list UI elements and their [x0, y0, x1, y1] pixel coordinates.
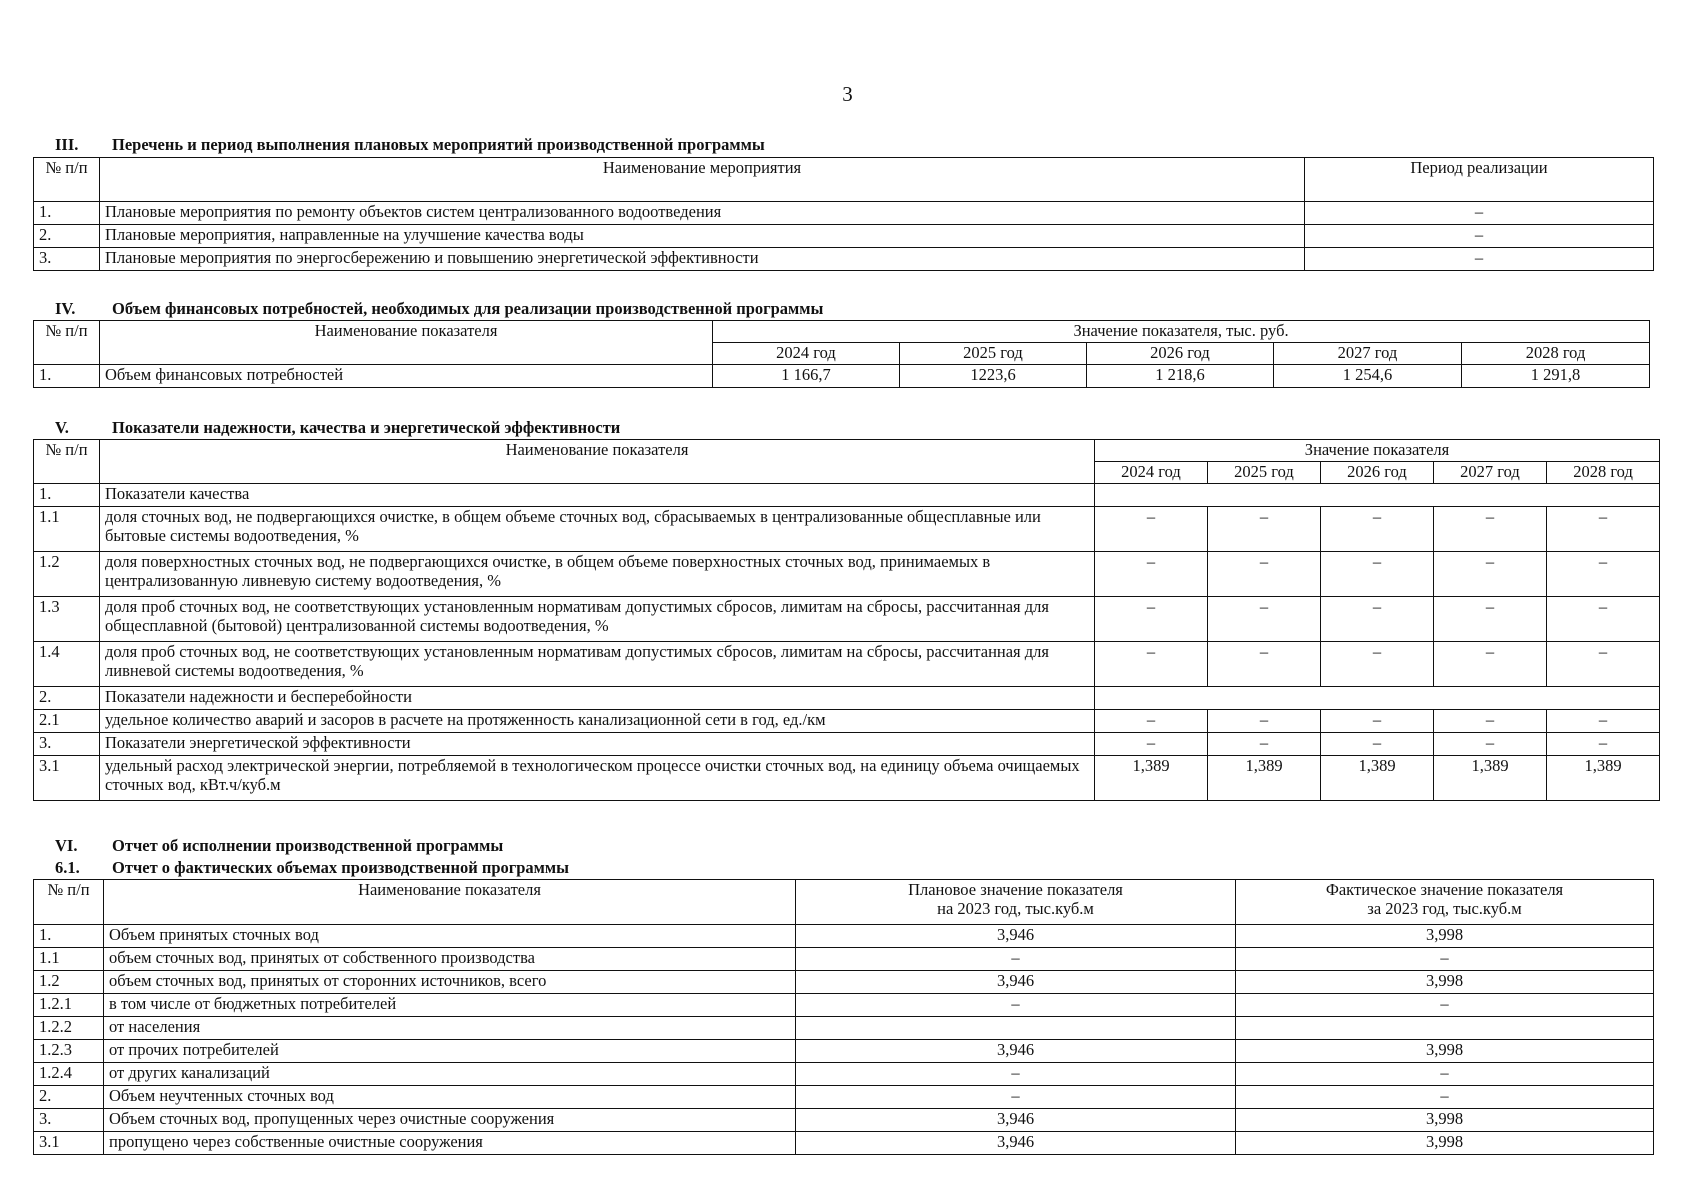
row-plan: 3,946 [796, 971, 1236, 994]
row-value-empty [1095, 687, 1660, 710]
row-name: Показатели энергетической эффективности [100, 733, 1095, 756]
row-period: – [1305, 202, 1654, 225]
row-value: – [1321, 642, 1434, 687]
header-number: № п/п [34, 321, 100, 365]
row-number: 3. [34, 733, 100, 756]
table-row [34, 202, 1654, 225]
section-5-heading [55, 418, 621, 438]
row-number: 2. [34, 225, 100, 248]
header-fact-line-1: Фактическое значение показателя [1325, 880, 1564, 899]
table-row [34, 507, 1660, 552]
row-value: – [1208, 733, 1321, 756]
section-5-number: V. [55, 418, 69, 437]
row-value: 1,389 [1321, 756, 1434, 801]
row-value: – [1095, 552, 1208, 597]
row-value: – [1208, 710, 1321, 733]
table-row [34, 733, 1660, 756]
table-header-row [34, 880, 1654, 925]
row-fact: 3,998 [1236, 971, 1654, 994]
row-number: 1.3 [34, 597, 100, 642]
row-number: 3.1 [34, 756, 100, 801]
row-name: Показатели надежности и бесперебойности [100, 687, 1095, 710]
table-row [34, 1109, 1654, 1132]
row-number: 3.1 [34, 1132, 104, 1155]
header-number: № п/п [34, 440, 100, 484]
table-row [34, 484, 1660, 507]
section-6-heading [55, 836, 504, 856]
row-value: 1 254,6 [1274, 365, 1462, 388]
table-row [34, 597, 1660, 642]
section-4-number: IV. [55, 299, 76, 318]
section-3-heading [55, 135, 765, 155]
row-plan: 3,946 [796, 1109, 1236, 1132]
section-6-1-title: Отчет о фактических объемах производственной программы [112, 858, 570, 877]
header-number: № п/п [34, 880, 104, 925]
row-value: – [1547, 642, 1660, 687]
page-number: 3 [842, 82, 853, 106]
table-header-row [34, 321, 1650, 343]
row-number: 1.2.1 [34, 994, 104, 1017]
section-6-number: VI. [55, 836, 78, 855]
row-value: – [1547, 507, 1660, 552]
row-value: 1 218,6 [1087, 365, 1274, 388]
table-row [34, 1017, 1654, 1040]
table-header-row [34, 158, 1654, 202]
section-6-1-number: 6.1. [55, 858, 80, 877]
section-6-title: Отчет об исполнении производственной программы [112, 836, 504, 855]
header-activity-name: Наименование мероприятия [100, 158, 1305, 202]
row-name: Объем финансовых потребностей [100, 365, 713, 388]
header-value: Значение показателя [1095, 440, 1660, 462]
row-value: – [1208, 552, 1321, 597]
header-indicator-name: Наименование показателя [104, 880, 796, 925]
header-indicator-name: Наименование показателя [100, 440, 1095, 484]
row-value: – [1321, 552, 1434, 597]
header-fact-value [1236, 880, 1654, 925]
row-name: доля поверхностных сточных вод, не подвергающихся очистке, в общем объеме поверхностных сточных вод, принимаемых в централизованную ливневую систему водоотведения, % [100, 552, 1095, 597]
header-number: № п/п [34, 158, 100, 202]
row-name: от других канализаций [104, 1063, 796, 1086]
row-number: 1. [34, 484, 100, 507]
row-fact: 3,998 [1236, 1132, 1654, 1155]
row-value: – [1095, 642, 1208, 687]
row-name: доля проб сточных вод, не соответствующих установленным нормативам допустимых сбросов, лимитам на сбросы, рассчитанная для ливневой системы водоотведения, % [100, 642, 1095, 687]
row-value: – [1434, 507, 1547, 552]
header-year: 2027 год [1434, 462, 1547, 484]
row-value: – [1095, 710, 1208, 733]
row-value-empty [1095, 484, 1660, 507]
section-6-table [33, 879, 1654, 1155]
row-value: – [1547, 597, 1660, 642]
table-row [34, 1063, 1654, 1086]
row-value: – [1434, 733, 1547, 756]
row-number: 2. [34, 687, 100, 710]
row-value: 1 291,8 [1462, 365, 1650, 388]
row-number: 1. [34, 925, 104, 948]
section-3-title: Перечень и период выполнения плановых мероприятий производственной программы [112, 135, 765, 154]
header-fact-line-2: за 2023 год, тыс.куб.м [1367, 899, 1522, 918]
row-name: Объем неучтенных сточных вод [104, 1086, 796, 1109]
table-row [34, 925, 1654, 948]
row-value: – [1208, 507, 1321, 552]
header-plan-line-1: Плановое значение показателя [908, 880, 1123, 899]
header-year: 2028 год [1547, 462, 1660, 484]
row-value: 1,389 [1208, 756, 1321, 801]
row-plan [796, 1017, 1236, 1040]
table-row [34, 365, 1650, 388]
row-number: 1.2.4 [34, 1063, 104, 1086]
header-plan-value [796, 880, 1236, 925]
table-row [34, 948, 1654, 971]
table-row [34, 971, 1654, 994]
section-5-table [33, 439, 1660, 801]
row-number: 3. [34, 248, 100, 271]
row-name: доля сточных вод, не подвергающихся очистке, в общем объеме сточных вод, сбрасываемых в централизованные общесплавные или бытовые системы водоотведения, % [100, 507, 1095, 552]
row-plan: 3,946 [796, 925, 1236, 948]
header-period: Период реализации [1305, 158, 1654, 202]
table-row [34, 225, 1654, 248]
header-indicator-name: Наименование показателя [100, 321, 713, 365]
row-plan: 3,946 [796, 1132, 1236, 1155]
row-value: 1,389 [1095, 756, 1208, 801]
section-4-table [33, 320, 1650, 388]
row-name: удельный расход электрической энергии, потребляемой в технологическом процессе очистки сточных вод, на единицу объема очищаемых сточных вод, кВт.ч/куб.м [100, 756, 1095, 801]
row-name: Плановые мероприятия по ремонту объектов систем централизованного водоотведения [100, 202, 1305, 225]
row-number: 1.2.3 [34, 1040, 104, 1063]
section-4-title: Объем финансовых потребностей, необходимых для реализации производственной программы [112, 299, 824, 318]
row-fact [1236, 1017, 1654, 1040]
row-value: – [1208, 642, 1321, 687]
row-name: в том числе от бюджетных потребителей [104, 994, 796, 1017]
row-value: – [1095, 507, 1208, 552]
row-plan: 3,946 [796, 1040, 1236, 1063]
table-row [34, 687, 1660, 710]
row-value: 1223,6 [900, 365, 1087, 388]
row-period: – [1305, 248, 1654, 271]
row-value: – [1208, 597, 1321, 642]
row-value: – [1434, 710, 1547, 733]
header-year: 2025 год [900, 343, 1087, 365]
row-value: – [1321, 507, 1434, 552]
row-number: 1.1 [34, 948, 104, 971]
header-year: 2026 год [1321, 462, 1434, 484]
row-fact: – [1236, 1063, 1654, 1086]
row-number: 2. [34, 1086, 104, 1109]
header-year: 2026 год [1087, 343, 1274, 365]
row-period: – [1305, 225, 1654, 248]
row-number: 1. [34, 365, 100, 388]
row-value: – [1434, 552, 1547, 597]
row-value: – [1095, 597, 1208, 642]
table-row [34, 1086, 1654, 1109]
section-6-1-heading [55, 858, 570, 878]
section-3-number: III. [55, 135, 79, 154]
row-name: пропущено через собственные очистные сооружения [104, 1132, 796, 1155]
row-value: – [1321, 710, 1434, 733]
row-number: 1.1 [34, 507, 100, 552]
row-fact: 3,998 [1236, 1109, 1654, 1132]
row-value: – [1547, 733, 1660, 756]
section-3-table [33, 157, 1654, 271]
row-name: от прочих потребителей [104, 1040, 796, 1063]
row-fact: – [1236, 1086, 1654, 1109]
row-name: от населения [104, 1017, 796, 1040]
row-number: 1.2.2 [34, 1017, 104, 1040]
row-name: удельное количество аварий и засоров в расчете на протяженность канализационной сети в год, ед./км [100, 710, 1095, 733]
row-value: 1 166,7 [713, 365, 900, 388]
row-number: 1.2 [34, 971, 104, 994]
row-value: – [1321, 733, 1434, 756]
row-fact: 3,998 [1236, 1040, 1654, 1063]
row-value: – [1434, 597, 1547, 642]
row-value: 1,389 [1547, 756, 1660, 801]
table-row [34, 642, 1660, 687]
table-row [34, 1132, 1654, 1155]
row-number: 1.2 [34, 552, 100, 597]
row-number: 2.1 [34, 710, 100, 733]
row-value: – [1434, 642, 1547, 687]
row-fact: – [1236, 994, 1654, 1017]
row-name: доля проб сточных вод, не соответствующих установленным нормативам допустимых сбросов, лимитам на сбросы, рассчитанная для общесплавной (бытовой) централизованной системы водоотведения, % [100, 597, 1095, 642]
table-row [34, 1040, 1654, 1063]
header-plan-line-2: на 2023 год, тыс.куб.м [937, 899, 1094, 918]
row-value: – [1321, 597, 1434, 642]
row-number: 1.4 [34, 642, 100, 687]
header-year: 2028 год [1462, 343, 1650, 365]
section-4-heading [55, 299, 824, 319]
section-5-title: Показатели надежности, качества и энергетической эффективности [112, 418, 621, 437]
row-name: объем сточных вод, принятых от сторонних источников, всего [104, 971, 796, 994]
row-plan: – [796, 948, 1236, 971]
row-plan: – [796, 994, 1236, 1017]
row-name: Объем сточных вод, пропущенных через очистные сооружения [104, 1109, 796, 1132]
header-year: 2024 год [713, 343, 900, 365]
header-year: 2024 год [1095, 462, 1208, 484]
table-row [34, 552, 1660, 597]
row-name: объем сточных вод, принятых от собственного производства [104, 948, 796, 971]
row-value: – [1547, 710, 1660, 733]
row-name: Объем принятых сточных вод [104, 925, 796, 948]
row-value: – [1547, 552, 1660, 597]
header-year: 2027 год [1274, 343, 1462, 365]
table-header-row [34, 440, 1660, 462]
row-name: Плановые мероприятия, направленные на улучшение качества воды [100, 225, 1305, 248]
row-name: Показатели качества [100, 484, 1095, 507]
row-plan: – [796, 1063, 1236, 1086]
row-plan: – [796, 1086, 1236, 1109]
table-row [34, 248, 1654, 271]
row-number: 1. [34, 202, 100, 225]
header-value: Значение показателя, тыс. руб. [713, 321, 1650, 343]
header-year: 2025 год [1208, 462, 1321, 484]
row-name: Плановые мероприятия по энергосбережению и повышению энергетической эффективности [100, 248, 1305, 271]
row-fact: 3,998 [1236, 925, 1654, 948]
row-number: 3. [34, 1109, 104, 1132]
row-value: – [1095, 733, 1208, 756]
row-value: 1,389 [1434, 756, 1547, 801]
row-fact: – [1236, 948, 1654, 971]
table-row [34, 710, 1660, 733]
table-row [34, 994, 1654, 1017]
table-row [34, 756, 1660, 801]
